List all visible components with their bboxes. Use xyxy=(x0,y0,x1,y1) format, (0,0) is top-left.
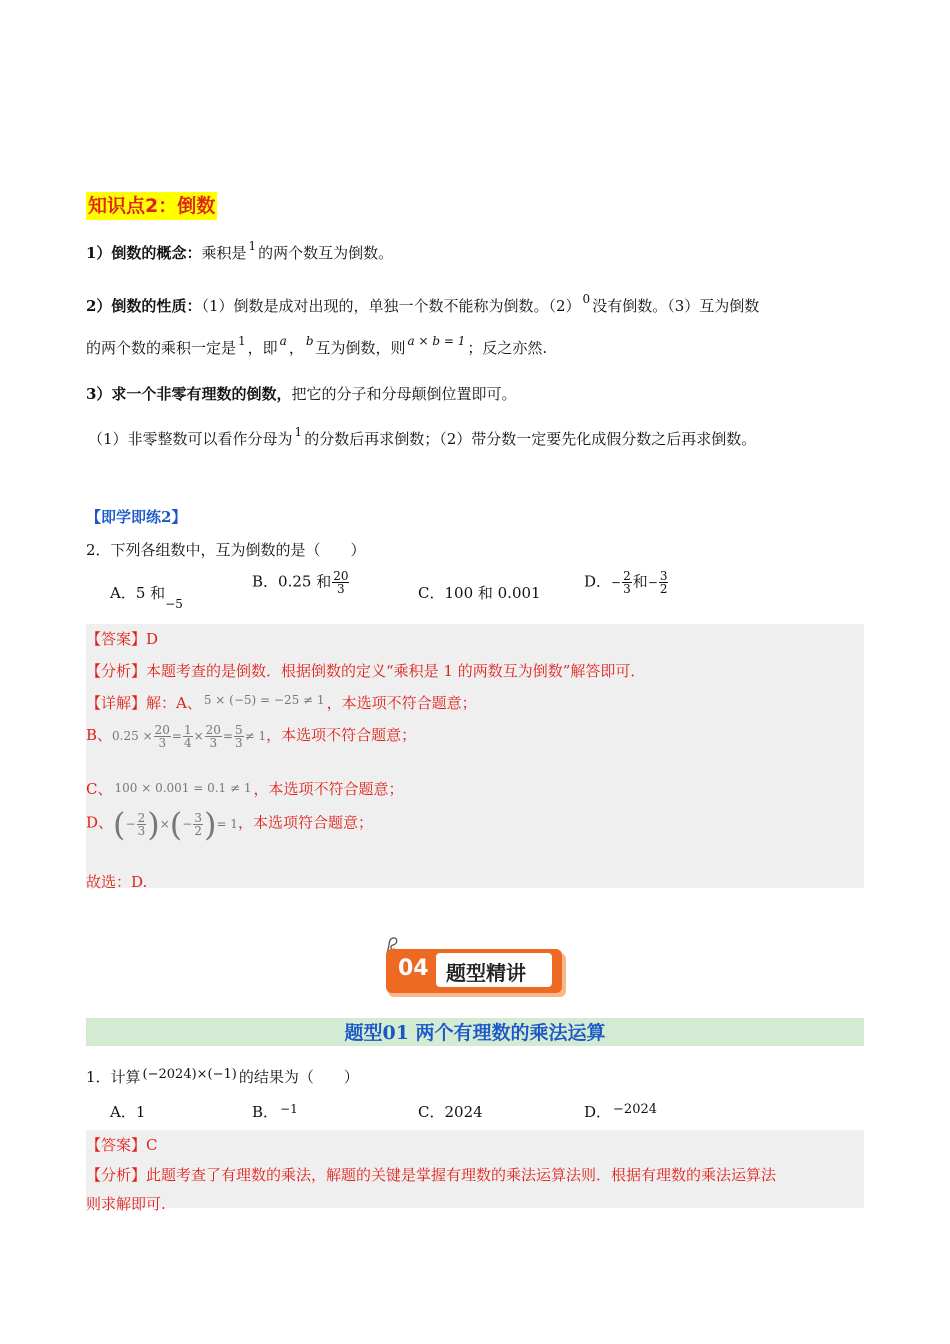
banner-number: 04 xyxy=(398,956,429,981)
math-part: ≠ 1 xyxy=(244,729,267,743)
section-banner xyxy=(386,935,568,999)
fraction xyxy=(659,570,669,595)
kp-title-text: 知识点2：倒数 xyxy=(88,195,216,217)
concept-paragraph xyxy=(86,239,394,263)
denominator: 3 xyxy=(337,582,345,596)
fraction xyxy=(137,812,147,837)
analysis-line xyxy=(86,660,645,681)
text: 1．计算 xyxy=(86,1068,141,1086)
detail-line-d xyxy=(86,805,373,843)
minus: − xyxy=(182,816,193,831)
minus: − xyxy=(125,816,136,831)
text: 的两个数的乘积一定是 xyxy=(86,339,237,357)
denominator: 3 xyxy=(623,582,631,596)
math-part: × xyxy=(193,729,204,743)
math-part: = xyxy=(222,729,234,743)
answer-line xyxy=(86,1134,158,1155)
fraction xyxy=(154,724,171,749)
option-label: B．0.25 和 xyxy=(252,572,332,591)
detail-line-a xyxy=(86,692,477,713)
text: ，本选项不符合题意； xyxy=(266,726,417,744)
analysis-tag: 【分析】 xyxy=(86,662,147,680)
banner-text: 题型精讲 xyxy=(446,961,526,985)
kp-title xyxy=(86,192,217,220)
detail-line-b xyxy=(86,724,416,749)
question-2-stem: 2．下列各组数中，互为倒数的是（ ） xyxy=(86,541,366,559)
method-label: 3）求一个非零有理数的倒数， xyxy=(86,385,292,403)
numerator: 20 xyxy=(154,723,170,737)
math-expression: 5 × (−5) = −25 ≠ 1 xyxy=(203,693,325,707)
answer-value: C xyxy=(146,1136,158,1154)
q1-option-d xyxy=(584,1101,659,1122)
text: 没有倒数。（3）互为倒数 xyxy=(592,297,760,315)
text: D、 xyxy=(86,813,114,832)
property-label: 2）倒数的性质： xyxy=(86,297,202,315)
answer-tag: 【答案】 xyxy=(86,1136,147,1154)
detail-tag: 【详解】 xyxy=(86,694,147,712)
numerator: 3 xyxy=(659,569,668,583)
option-d xyxy=(584,570,669,595)
option-label: B． xyxy=(252,1103,279,1121)
math-a: a xyxy=(279,334,287,348)
numerator: 20 xyxy=(333,569,349,583)
math-part: = xyxy=(171,729,182,743)
text: 的分数后再求倒数；（2）带分数一定要先化成假分数之后再求倒数。 xyxy=(304,430,757,448)
text: 解：A、 xyxy=(146,694,202,712)
conclusion-line: 故选：D. xyxy=(86,873,148,891)
text: ，本选项不符合题意； xyxy=(253,780,404,798)
option-label: D． xyxy=(584,572,612,591)
option-label: A．5 和 xyxy=(110,584,166,602)
text: 和 xyxy=(632,572,648,591)
question-1-stem xyxy=(86,1066,359,1087)
text: （1）非零整数可以看作分母为 xyxy=(88,430,293,448)
method-paragraph xyxy=(86,383,516,404)
denominator: 3 xyxy=(158,736,167,750)
numerator: 2 xyxy=(623,569,631,583)
option-math: −2024 xyxy=(613,1102,658,1117)
fraction xyxy=(183,724,193,749)
type-header xyxy=(86,1018,864,1046)
denominator: 2 xyxy=(194,823,202,838)
fraction xyxy=(205,724,222,749)
text: B、 xyxy=(86,726,113,744)
denominator: 4 xyxy=(183,736,192,750)
detail-line-c xyxy=(86,778,404,799)
answer-tag: 【答案】 xyxy=(86,630,147,648)
math-expression xyxy=(112,723,267,750)
analysis-text: 此题考查了有理数的乘法，解题的关键是掌握有理数的乘法运算法则．根据有理数的乘法运算法 xyxy=(146,1166,777,1184)
denominator: 3 xyxy=(235,736,243,750)
minus: − xyxy=(611,575,622,590)
text: 的两个数互为倒数。 xyxy=(258,244,394,262)
math-part: × xyxy=(159,816,170,831)
fraction xyxy=(234,724,244,749)
fraction xyxy=(332,570,349,595)
option-math: −5 xyxy=(165,597,183,611)
type-title: 题型01 两个有理数的乘法运算 xyxy=(344,1022,606,1044)
numerator: 1 xyxy=(183,723,192,737)
fraction xyxy=(193,812,203,837)
text: （1）倒数是成对出现的，单独一个数不能称为倒数。（2） xyxy=(201,297,581,315)
property-paragraph-line1 xyxy=(86,292,760,316)
denominator: 2 xyxy=(659,582,668,596)
analysis-line-2: 则求解即可. xyxy=(86,1195,166,1213)
answer-line xyxy=(86,628,158,649)
math-one: 1 xyxy=(238,334,246,348)
text: 乘积是 xyxy=(201,244,247,262)
math-part: = 1 xyxy=(216,816,238,831)
option-a xyxy=(110,582,183,611)
analysis-line xyxy=(86,1164,776,1185)
analysis-tag: 【分析】 xyxy=(86,1166,147,1184)
denominator: 3 xyxy=(209,736,218,750)
text: 的结果为（ ） xyxy=(238,1068,359,1086)
concept-label: 1）倒数的概念： xyxy=(86,244,202,262)
answer-value: D xyxy=(146,630,159,648)
text: ，本选项不符合题意； xyxy=(326,694,477,712)
option-c: C．100 和 0.001 xyxy=(418,584,541,602)
math-zero: 0 xyxy=(582,292,591,306)
text: 把它的分子和分母颠倒位置即可。 xyxy=(291,385,517,403)
analysis-text: 本题考查的是倒数．根据倒数的定义“乘积是 1 的两数互为倒数”解答即可． xyxy=(146,662,646,680)
math-one: 1 xyxy=(248,239,257,253)
numerator: 3 xyxy=(194,810,202,825)
option-label: D． xyxy=(584,1103,612,1121)
numerator: 20 xyxy=(205,723,221,737)
minus: − xyxy=(647,575,658,590)
text: ， xyxy=(288,339,304,357)
practice-title: 【即学即练2】 xyxy=(86,508,187,526)
text: ，本选项符合题意； xyxy=(237,813,373,832)
option-b xyxy=(252,570,350,595)
math-part: 0.25 × xyxy=(112,729,153,743)
q1-option-c: C．2024 xyxy=(418,1103,483,1121)
numerator: 5 xyxy=(235,723,243,737)
fraction xyxy=(622,570,632,595)
math-equation: a × b = 1 xyxy=(407,334,466,348)
note-paragraph xyxy=(88,425,757,449)
q1-option-a: A．1 xyxy=(110,1103,146,1121)
denominator: 3 xyxy=(137,823,146,838)
text: ；反之亦然. xyxy=(467,339,548,357)
text: 互为倒数，则 xyxy=(315,339,406,357)
text: C、 xyxy=(86,780,113,798)
math-one: 1 xyxy=(294,425,303,439)
math-expression: 100 × 0.001 = 0.1 ≠ 1 xyxy=(114,781,252,795)
text: ，即 xyxy=(247,339,278,357)
math-expression: (− $\frac{2}{3}$ )×(− $\frac{3}{2}$ )= 1 xyxy=(113,805,238,843)
property-paragraph-line2 xyxy=(86,334,548,358)
math-expression: (−2024)×(−1) xyxy=(142,1067,237,1082)
q1-option-b xyxy=(252,1101,300,1122)
option-math: −1 xyxy=(280,1102,298,1116)
numerator: 2 xyxy=(137,810,146,825)
math-b: b xyxy=(305,334,314,348)
